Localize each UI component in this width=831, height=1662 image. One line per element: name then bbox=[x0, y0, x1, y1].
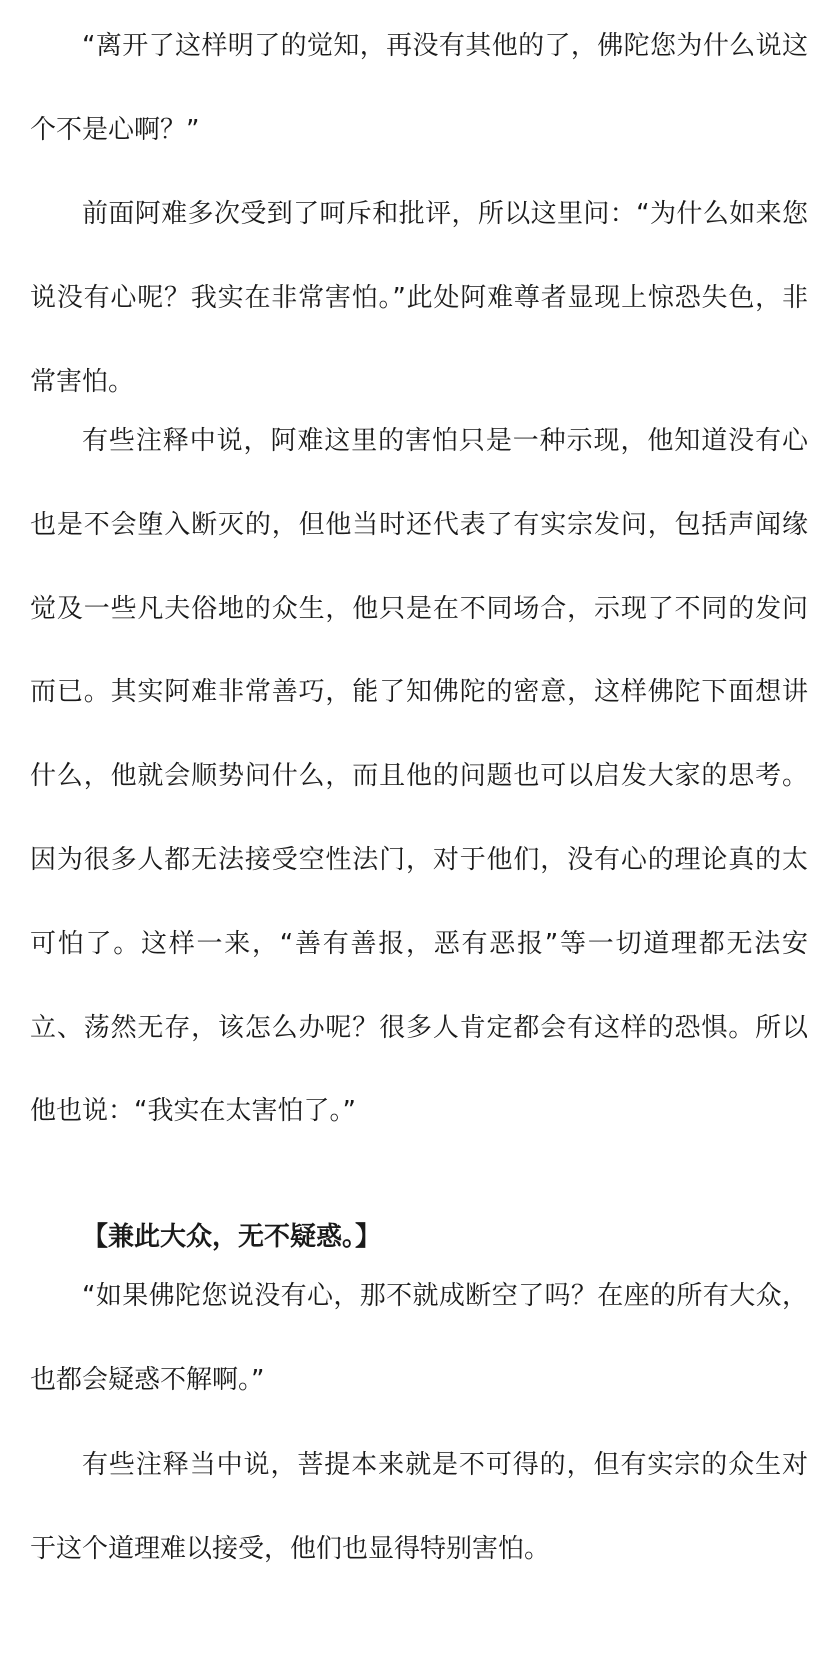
section-heading: 【兼此大众，无不疑惑。】 bbox=[82, 1222, 382, 1252]
paragraph: 有些注释当中说，菩提本来就是不可得的，但有实宗的众生对于这个道理难以接受，他们也显得特别害怕。 bbox=[30, 1450, 808, 1564]
paragraph: “离开了这样明了的觉知，再没有其他的了，佛陀您为什么说这个不是心啊？” bbox=[30, 31, 808, 145]
paragraph: “如果佛陀您说没有心，那不就成断空了吗？在座的所有大众，也都会疑惑不解啊。” bbox=[30, 1281, 808, 1395]
paragraph: 前面阿难多次受到了呵斥和批评，所以这里问：“为什么如来您说没有心呢？我实在非常害怕。”此处阿难尊者显现上惊恐失色，非常害怕。 bbox=[30, 199, 808, 397]
paragraph: 有些注释中说，阿难这里的害怕只是一种示现，他知道没有心也是不会堕入断灭的，但他当时还代表了有实宗发问，包括声闻缘觉及一些凡夫俗地的众生，他只是在不同场合，示现了不同的发问而已。其实阿难非常善巧，能了知佛陀的密意，这样佛陀下面想讲什么，他就会顺势问什么，而且他的问题也可以启发大家的思考。因为很多人都无法接受空性法门，对于他们，没有心的理论真的太可怕了。这样一来，“善有善报，恶有恶报”等一切道理都无法安立、荡然无存，该怎么办呢？很多人肯定都会有这样的恐惧。所以他也说：“我实在太害怕了。” bbox=[30, 426, 808, 1127]
